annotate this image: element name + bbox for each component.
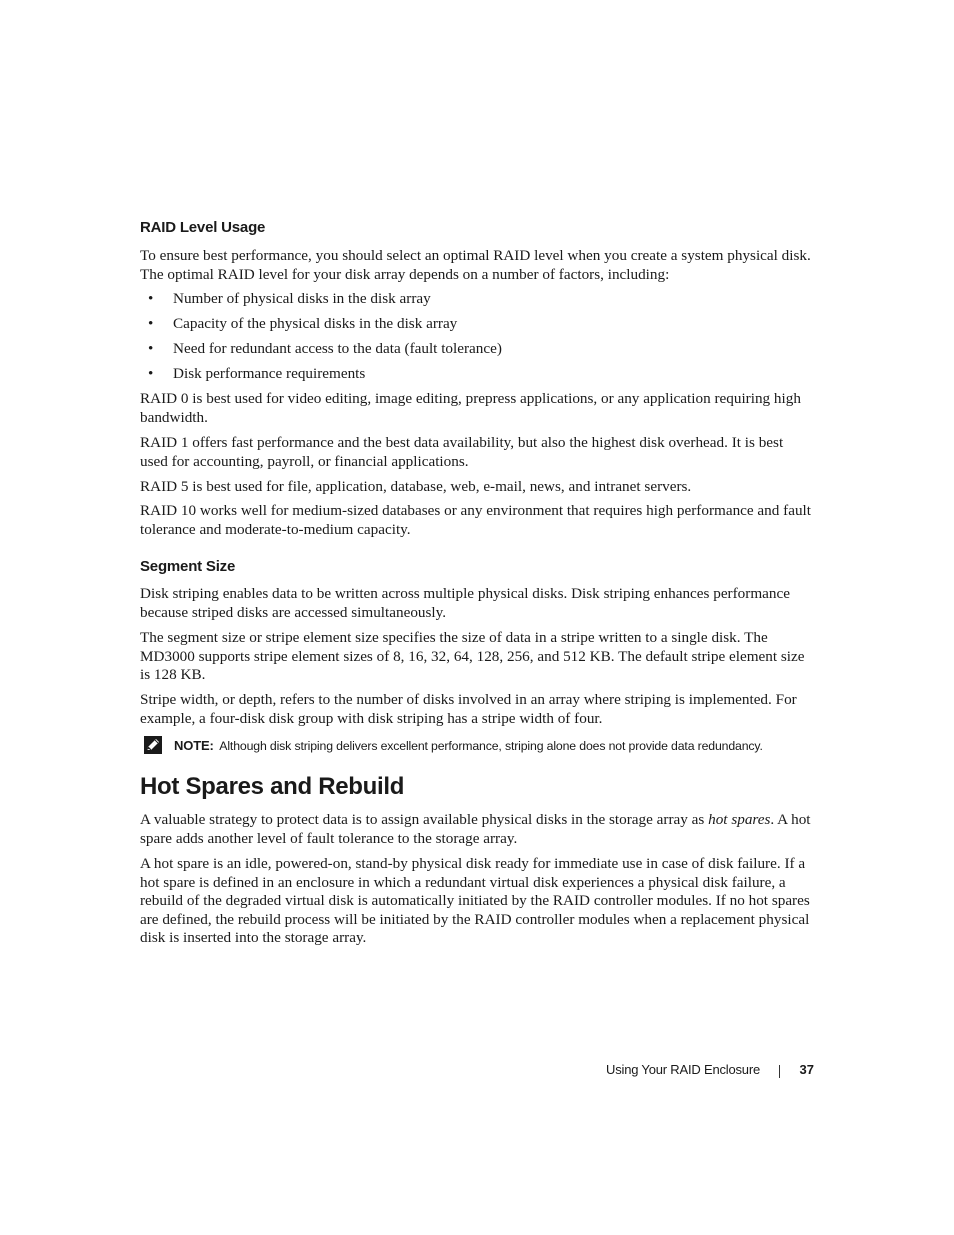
paragraph-striping: Disk striping enables data to be written across multiple physical disks. Disk striping enhances performance because striped disks are accessed simultaneously. (140, 585, 790, 621)
list-item: • Need for redundant access to the data (fault tolerance) (148, 340, 502, 357)
paragraph-raid10: RAID 10 works well for medium-sized databases or any environment that requires high performance and fault tolerance and moderate-to-medium capacity. (140, 502, 811, 538)
text-run: A valuable strategy to protect data is to assign available physical disks in the storage array as (140, 811, 709, 828)
note-box (140, 736, 840, 758)
footer-divider (779, 1065, 780, 1078)
paragraph-stripe-width: Stripe width, or depth, refers to the number of disks involved in an array where striping is implemented. For example, a four-disk disk group with disk striping has a stripe width of four. (140, 691, 797, 727)
note-text: Although disk striping delivers excellent performance, striping alone does not provide data redundancy. (219, 739, 763, 753)
heading-segment-size: Segment Size (140, 558, 236, 575)
text-run: . A hot spare adds another level of fault tolerance to the storage array. (140, 811, 811, 847)
paragraph-hot-spares-intro (140, 811, 812, 848)
note-text-line (174, 738, 763, 753)
list-item-text: Capacity of the physical disks in the disk array (173, 315, 458, 332)
list-item: • Disk performance requirements (148, 365, 366, 382)
page-number: 37 (799, 1062, 814, 1077)
emphasis-hot-spares: hot spares (708, 811, 771, 828)
heading-raid-level-usage: RAID Level Usage (140, 219, 266, 236)
note-label: NOTE: (174, 738, 214, 753)
paragraph-raid1: RAID 1 offers fast performance and the best data availability, but also the highest disk overhead. It is best used for accounting, payroll, or financial applications. (140, 434, 784, 470)
list-item-text: Number of physical disks in the disk array (173, 290, 431, 307)
pencil-note-icon (144, 736, 162, 754)
list-item: • Number of physical disks in the disk array (148, 290, 431, 307)
list-item: • Capacity of the physical disks in the disk array (148, 315, 458, 332)
paragraph-raid-intro: To ensure best performance, you should select an optimal RAID level when you create a system physical disk. The optimal RAID level for your disk array depends on a number of factors, including: (140, 247, 811, 283)
paragraph-raid0: RAID 0 is best used for video editing, image editing, prepress applications, or any application requiring high bandwidth. (140, 390, 801, 426)
paragraph-segment-size: The segment size or stripe element size specifies the size of data in a stripe written to a single disk. The MD3000 supports stripe element sizes of 8, 16, 32, 64, 128, 256, and 512 KB. The default stripe element size is 128 KB. (140, 629, 805, 683)
footer-section-title: Using Your RAID Enclosure (606, 1062, 760, 1077)
list-item-text: Disk performance requirements (173, 365, 366, 382)
paragraph-raid5: RAID 5 is best used for file, application, database, web, e-mail, news, and intranet servers. (140, 478, 692, 495)
paragraph-hot-spare-rebuild: A hot spare is an idle, powered-on, stand-by physical disk ready for immediate use in case of disk failure. If a hot spare is defined in an enclosure in which a redundant virtual disk experiences a physical disk failure, a rebuild of the degraded virtual disk is automatically initiated by the RAID controller modules. If no hot spares are defined, the rebuild process will be initiated by the RAID controller modules when a replacement physical disk is inserted into the storage array. (140, 855, 810, 946)
list-item-text: Need for redundant access to the data (fault tolerance) (173, 340, 502, 357)
page-footer (600, 1062, 814, 1080)
heading-hot-spares-and-rebuild: Hot Spares and Rebuild (140, 773, 405, 800)
